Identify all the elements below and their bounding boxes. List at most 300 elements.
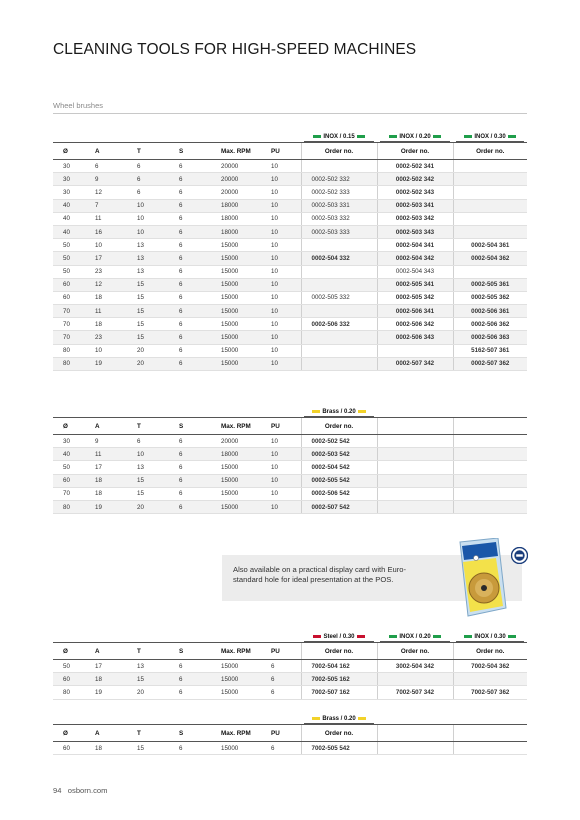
website-url: osborn.com: [67, 786, 108, 795]
cell-s: 6: [179, 186, 221, 199]
cell-s: 6: [179, 225, 221, 238]
table-row: [53, 265, 527, 278]
cell-max-rpm: 20000: [221, 186, 271, 199]
col-s: S: [179, 643, 221, 660]
cell-diameter: 50: [53, 265, 95, 278]
cell-t: 20: [137, 500, 179, 513]
table-row: [53, 660, 527, 673]
cell-s: 6: [179, 331, 221, 344]
table-row: [53, 305, 527, 318]
cell-t: 15: [137, 487, 179, 500]
cell-a: 19: [95, 686, 137, 699]
cell-order-no: 0002-504 361: [453, 239, 527, 252]
cell-diameter: 50: [53, 461, 95, 474]
inox-color-swatch: [389, 635, 397, 639]
cell-diameter: 70: [53, 487, 95, 500]
inox-color-swatch: [433, 635, 441, 639]
cell-diameter: 60: [53, 474, 95, 487]
cell-max-rpm: 15000: [221, 673, 271, 686]
cell-diameter: 70: [53, 318, 95, 331]
cell-order-no: 0002-506 341: [377, 305, 453, 318]
empty-cell: [453, 435, 527, 448]
empty-cell: [377, 474, 453, 487]
cell-order-no: 0002-502 343: [377, 186, 453, 199]
cell-max-rpm: 18000: [221, 448, 271, 461]
band-inox-015: INOX / 0.15: [304, 134, 374, 142]
cell-t: 6: [137, 186, 179, 199]
cell-max-rpm: 15000: [221, 344, 271, 357]
col-max-rpm: Max. RPM: [221, 725, 271, 742]
cell-max-rpm: 15000: [221, 474, 271, 487]
cell-s: 6: [179, 212, 221, 225]
cell-max-rpm: 15000: [221, 252, 271, 265]
cell-a: 19: [95, 500, 137, 513]
cell-order-no: 0002-504 332: [301, 252, 377, 265]
cell-t: 20: [137, 357, 179, 370]
cell-order-no: [453, 673, 527, 686]
tuv-certification-icon: [511, 547, 528, 564]
cell-order-no: 7002-505 542: [301, 742, 377, 755]
table-row: [53, 357, 527, 370]
cell-t: 6: [137, 173, 179, 186]
col-order-no: Order no.: [301, 725, 377, 742]
table-row: [53, 160, 527, 173]
cell-diameter: 60: [53, 673, 95, 686]
cell-s: 6: [179, 474, 221, 487]
cell-pu: 10: [271, 357, 301, 370]
table-row: [53, 435, 527, 448]
table-row: [53, 461, 527, 474]
cell-s: 6: [179, 357, 221, 370]
table-row: [53, 291, 527, 304]
empty-cell: [377, 487, 453, 500]
cell-t: 10: [137, 212, 179, 225]
cell-order-no: 0002-505 332: [301, 291, 377, 304]
cell-order-no: [301, 305, 377, 318]
inox-color-swatch: [464, 635, 472, 639]
cell-diameter: 80: [53, 500, 95, 513]
cell-t: 15: [137, 318, 179, 331]
cell-diameter: 40: [53, 448, 95, 461]
col-order-no: Order no.: [453, 143, 527, 160]
cell-order-no: 0002-507 362: [453, 357, 527, 370]
inox-color-swatch: [508, 635, 516, 639]
table-header: [53, 643, 527, 660]
cell-a: 12: [95, 278, 137, 291]
cell-order-no: 0002-506 332: [301, 318, 377, 331]
wire-type-band: [53, 403, 527, 418]
cell-order-no: 0002-502 333: [301, 186, 377, 199]
brass-color-swatch: [358, 717, 366, 721]
brass-color-swatch: [312, 717, 320, 721]
cell-a: 18: [95, 487, 137, 500]
band-brass-020: Brass / 0.20: [304, 409, 374, 417]
cell-pu: 10: [271, 305, 301, 318]
cell-pu: 10: [271, 331, 301, 344]
cell-order-no: [377, 344, 453, 357]
cell-max-rpm: 15000: [221, 291, 271, 304]
cell-t: 20: [137, 686, 179, 699]
band-brass-020: Brass / 0.20: [304, 716, 374, 724]
cell-order-no: 7002-507 342: [377, 686, 453, 699]
col-s: S: [179, 418, 221, 435]
cell-pu: 10: [271, 212, 301, 225]
cell-order-no: 3002-504 342: [377, 660, 453, 673]
band-inox-030: INOX / 0.30: [456, 634, 524, 642]
wire-type-band: [53, 628, 527, 643]
cell-pu: 10: [271, 199, 301, 212]
cell-max-rpm: 15000: [221, 331, 271, 344]
col-diameter: Ø: [53, 418, 95, 435]
table-row: [53, 199, 527, 212]
cell-order-no: 0002-502 342: [377, 173, 453, 186]
table-header: [53, 418, 527, 435]
table-header: [53, 143, 527, 160]
cell-a: 12: [95, 186, 137, 199]
cell-order-no: 0002-503 342: [377, 212, 453, 225]
cell-a: 7: [95, 199, 137, 212]
cell-diameter: 40: [53, 212, 95, 225]
empty-cell: [453, 461, 527, 474]
band-inox-020: INOX / 0.20: [380, 134, 450, 142]
cell-s: 6: [179, 265, 221, 278]
inox-color-swatch: [508, 135, 516, 139]
col-max-rpm: Max. RPM: [221, 143, 271, 160]
page-number: 94: [53, 786, 62, 795]
table-row: [53, 239, 527, 252]
steel-color-swatch: [357, 635, 365, 639]
cell-diameter: 80: [53, 357, 95, 370]
table-row: [53, 344, 527, 357]
cell-order-no: 0002-502 341: [377, 160, 453, 173]
cell-a: 18: [95, 291, 137, 304]
table-row: [53, 673, 527, 686]
section-label: Wheel brushes: [53, 101, 104, 110]
col-t: T: [137, 725, 179, 742]
col-pu: PU: [271, 418, 301, 435]
band-inox-020: INOX / 0.20: [380, 634, 450, 642]
cell-max-rpm: 15000: [221, 357, 271, 370]
cell-s: 6: [179, 660, 221, 673]
col-a: A: [95, 143, 137, 160]
cell-t: 10: [137, 225, 179, 238]
steel-color-swatch: [313, 635, 321, 639]
cell-a: 17: [95, 252, 137, 265]
cell-max-rpm: 20000: [221, 435, 271, 448]
table-row: [53, 278, 527, 291]
cell-order-no: 0002-505 361: [453, 278, 527, 291]
cell-order-no: [377, 673, 453, 686]
col-pu: PU: [271, 143, 301, 160]
cell-pu: 10: [271, 291, 301, 304]
table-row: [53, 252, 527, 265]
brass-color-swatch: [312, 410, 320, 414]
cell-a: 18: [95, 673, 137, 686]
cell-a: 10: [95, 239, 137, 252]
cell-diameter: 30: [53, 186, 95, 199]
cell-pu: 10: [271, 487, 301, 500]
cell-diameter: 60: [53, 291, 95, 304]
col-diameter: Ø: [53, 143, 95, 160]
cell-order-no: [453, 160, 527, 173]
cell-diameter: 60: [53, 278, 95, 291]
cell-max-rpm: 15000: [221, 686, 271, 699]
section-rule: [53, 113, 527, 114]
cell-a: 6: [95, 160, 137, 173]
col-s: S: [179, 143, 221, 160]
cell-diameter: 50: [53, 239, 95, 252]
wire-type-band: [53, 710, 527, 725]
table-row: [53, 186, 527, 199]
cell-s: 6: [179, 487, 221, 500]
empty-cell: [453, 448, 527, 461]
cell-t: 13: [137, 660, 179, 673]
cell-order-no: 7002-504 362: [453, 660, 527, 673]
cell-order-no: [301, 357, 377, 370]
col-s: S: [179, 725, 221, 742]
cell-t: 13: [137, 461, 179, 474]
col-t: T: [137, 643, 179, 660]
cell-s: 6: [179, 742, 221, 755]
cell-t: 15: [137, 331, 179, 344]
cell-pu: 10: [271, 173, 301, 186]
col-order-no: Order no.: [377, 143, 453, 160]
cell-order-no: 0002-506 342: [377, 318, 453, 331]
cell-pu: 10: [271, 448, 301, 461]
cell-s: 6: [179, 291, 221, 304]
cell-max-rpm: 20000: [221, 173, 271, 186]
cell-order-no: 0002-503 333: [301, 225, 377, 238]
cell-max-rpm: 18000: [221, 225, 271, 238]
cell-diameter: 80: [53, 686, 95, 699]
empty-cell: [453, 742, 527, 755]
cell-order-no: [301, 344, 377, 357]
cell-pu: 10: [271, 435, 301, 448]
cell-pu: 10: [271, 252, 301, 265]
col-a: A: [95, 418, 137, 435]
cell-a: 23: [95, 265, 137, 278]
cell-pu: 6: [271, 673, 301, 686]
cell-s: 6: [179, 239, 221, 252]
cell-diameter: 30: [53, 435, 95, 448]
empty-cell: [453, 487, 527, 500]
col-pu: PU: [271, 643, 301, 660]
inox-color-swatch: [313, 135, 321, 139]
cell-max-rpm: 15000: [221, 239, 271, 252]
cell-a: 9: [95, 435, 137, 448]
cell-s: 6: [179, 500, 221, 513]
band-inox-030: INOX / 0.30: [456, 134, 524, 142]
col-a: A: [95, 725, 137, 742]
cell-order-no: 7002-507 162: [301, 686, 377, 699]
cell-t: 13: [137, 252, 179, 265]
col-a: A: [95, 643, 137, 660]
cell-diameter: 70: [53, 305, 95, 318]
cell-order-no: [453, 186, 527, 199]
cell-a: 10: [95, 344, 137, 357]
cell-diameter: 70: [53, 331, 95, 344]
cell-order-no: [301, 160, 377, 173]
inox-color-swatch: [433, 135, 441, 139]
table-row: [53, 448, 527, 461]
cell-max-rpm: 15000: [221, 318, 271, 331]
page-title: CLEANING TOOLS FOR HIGH-SPEED MACHINES: [53, 41, 417, 58]
cell-a: 18: [95, 474, 137, 487]
cell-max-rpm: 15000: [221, 487, 271, 500]
band-steel-030: Steel / 0.30: [304, 634, 374, 642]
cell-a: 11: [95, 212, 137, 225]
col-t: T: [137, 143, 179, 160]
cell-t: 15: [137, 291, 179, 304]
cell-order-no: [453, 173, 527, 186]
cell-a: 23: [95, 331, 137, 344]
cell-max-rpm: 15000: [221, 461, 271, 474]
cell-max-rpm: 18000: [221, 212, 271, 225]
display-card-brass-table: [53, 710, 527, 755]
display-card-note: Also available on a practical display card with Euro-standard hole for ideal presentation at the POS.: [233, 565, 407, 584]
cell-a: 11: [95, 305, 137, 318]
col-order-no: Order no.: [301, 418, 377, 435]
cell-t: 15: [137, 305, 179, 318]
wire-type-band: [53, 128, 527, 143]
cell-order-no: 0002-503 542: [301, 448, 377, 461]
col-order-no: Order no.: [301, 143, 377, 160]
cell-a: 18: [95, 318, 137, 331]
cell-diameter: 50: [53, 660, 95, 673]
empty-cell: [377, 448, 453, 461]
display-card-table: [53, 628, 527, 700]
cell-a: 17: [95, 461, 137, 474]
empty-cell: [377, 461, 453, 474]
empty-cell: [377, 500, 453, 513]
col-order-no: Order no.: [453, 643, 527, 660]
cell-diameter: 30: [53, 160, 95, 173]
cell-s: 6: [179, 278, 221, 291]
cell-t: 15: [137, 742, 179, 755]
inox-color-swatch: [357, 135, 365, 139]
col-t: T: [137, 418, 179, 435]
cell-order-no: [453, 265, 527, 278]
cell-order-no: 0002-506 363: [453, 331, 527, 344]
table-row: [53, 686, 527, 699]
cell-order-no: 0002-506 361: [453, 305, 527, 318]
cell-order-no: [453, 225, 527, 238]
inox-color-swatch: [389, 135, 397, 139]
cell-diameter: 40: [53, 225, 95, 238]
cell-max-rpm: 15000: [221, 265, 271, 278]
cell-order-no: 0002-503 341: [377, 199, 453, 212]
cell-order-no: 0002-506 343: [377, 331, 453, 344]
cell-t: 20: [137, 344, 179, 357]
cell-order-no: 0002-505 542: [301, 474, 377, 487]
cell-order-no: 0002-504 362: [453, 252, 527, 265]
table-row: [53, 500, 527, 513]
cell-order-no: 0002-505 342: [377, 291, 453, 304]
cell-pu: 10: [271, 265, 301, 278]
inox-color-swatch: [464, 135, 472, 139]
cell-order-no: [301, 239, 377, 252]
table-header: [53, 725, 527, 742]
cell-pu: 10: [271, 186, 301, 199]
cell-order-no: [453, 199, 527, 212]
cell-a: 18: [95, 742, 137, 755]
cell-a: 9: [95, 173, 137, 186]
cell-s: 6: [179, 344, 221, 357]
brass-wheel-brush-table: [53, 403, 527, 514]
cell-a: 11: [95, 448, 137, 461]
cell-t: 13: [137, 265, 179, 278]
cell-pu: 10: [271, 474, 301, 487]
cell-pu: 10: [271, 225, 301, 238]
cell-diameter: 40: [53, 199, 95, 212]
cell-a: 17: [95, 660, 137, 673]
table-row: [53, 212, 527, 225]
cell-s: 6: [179, 461, 221, 474]
cell-pu: 10: [271, 278, 301, 291]
cell-t: 15: [137, 474, 179, 487]
cell-order-no: [301, 265, 377, 278]
cell-t: 6: [137, 435, 179, 448]
cell-order-no: 0002-504 542: [301, 461, 377, 474]
empty-cell: [377, 742, 453, 755]
cell-diameter: 60: [53, 742, 95, 755]
cell-order-no: 0002-505 362: [453, 291, 527, 304]
cell-max-rpm: 15000: [221, 660, 271, 673]
cell-a: 16: [95, 225, 137, 238]
cell-order-no: 0002-504 342: [377, 252, 453, 265]
cell-pu: 10: [271, 160, 301, 173]
empty-cell: [453, 474, 527, 487]
empty-cell: [377, 435, 453, 448]
table-row: [53, 742, 527, 755]
cell-diameter: 30: [53, 173, 95, 186]
cell-diameter: 80: [53, 344, 95, 357]
cell-pu: 6: [271, 686, 301, 699]
col-diameter: Ø: [53, 725, 95, 742]
cell-a: 19: [95, 357, 137, 370]
cell-order-no: 0002-503 331: [301, 199, 377, 212]
cell-order-no: 0002-507 342: [377, 357, 453, 370]
col-order-no: Order no.: [301, 643, 377, 660]
cell-max-rpm: 18000: [221, 199, 271, 212]
cell-s: 6: [179, 448, 221, 461]
cell-s: 6: [179, 199, 221, 212]
cell-order-no: 7002-504 162: [301, 660, 377, 673]
cell-order-no: [301, 278, 377, 291]
table-row: [53, 318, 527, 331]
cell-order-no: 0002-503 332: [301, 212, 377, 225]
cell-diameter: 50: [53, 252, 95, 265]
cell-order-no: [301, 331, 377, 344]
cell-s: 6: [179, 686, 221, 699]
cell-max-rpm: 20000: [221, 160, 271, 173]
cell-max-rpm: 15000: [221, 742, 271, 755]
table-row: [53, 331, 527, 344]
cell-max-rpm: 15000: [221, 278, 271, 291]
cell-t: 10: [137, 448, 179, 461]
cell-order-no: 0002-507 542: [301, 500, 377, 513]
cell-order-no: 7002-505 162: [301, 673, 377, 686]
cell-pu: 10: [271, 344, 301, 357]
cell-order-no: 0002-504 341: [377, 239, 453, 252]
col-order-no: Order no.: [377, 643, 453, 660]
cell-s: 6: [179, 435, 221, 448]
table-row: [53, 474, 527, 487]
cell-t: 15: [137, 278, 179, 291]
display-card-product-image: [446, 538, 508, 618]
col-max-rpm: Max. RPM: [221, 418, 271, 435]
cell-pu: 10: [271, 461, 301, 474]
